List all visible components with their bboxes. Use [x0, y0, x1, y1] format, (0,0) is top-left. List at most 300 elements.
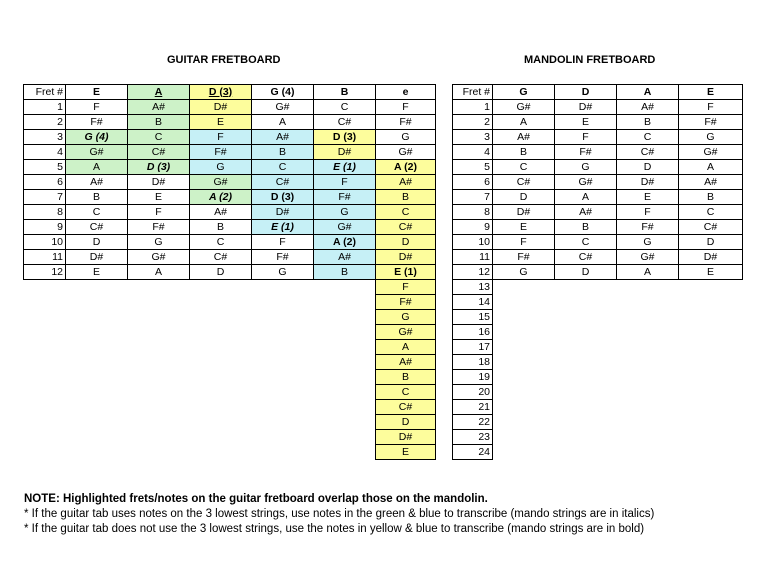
empty-cell: [679, 400, 743, 415]
note-cell: G: [679, 130, 743, 145]
empty-cell: [493, 325, 555, 340]
empty-cell: [190, 310, 252, 325]
empty-cell: [617, 325, 679, 340]
note-cell: D: [617, 160, 679, 175]
note-cell: A#: [555, 205, 617, 220]
guitar-extra-row: [24, 430, 436, 445]
empty-cell: [24, 385, 66, 400]
empty-cell: [66, 430, 128, 445]
empty-cell: [128, 385, 190, 400]
note-cell: F#: [252, 250, 314, 265]
mandolin-header-row: [453, 85, 743, 100]
empty-cell: [493, 370, 555, 385]
note-cell: D#: [314, 145, 376, 160]
mandolin-fret-row: [453, 220, 743, 235]
note-cell: F: [376, 280, 436, 295]
empty-cell: [617, 310, 679, 325]
note-cell: B: [555, 220, 617, 235]
empty-cell: [128, 340, 190, 355]
empty-cell: [314, 355, 376, 370]
empty-cell: [66, 310, 128, 325]
note-heading: NOTE: Highlighted frets/notes on the guitar fretboard overlap those on the mandolin.: [24, 493, 488, 505]
note-cell: A: [617, 265, 679, 280]
empty-cell: [679, 295, 743, 310]
empty-cell: [252, 430, 314, 445]
empty-cell: [314, 280, 376, 295]
empty-cell: [190, 415, 252, 430]
note-cell: F#: [555, 145, 617, 160]
empty-cell: [493, 280, 555, 295]
empty-cell: [617, 370, 679, 385]
empty-cell: [128, 430, 190, 445]
note-cell: D: [190, 265, 252, 280]
empty-cell: [66, 415, 128, 430]
note-cell: C: [66, 205, 128, 220]
empty-cell: [679, 325, 743, 340]
empty-cell: [679, 310, 743, 325]
note-cell: B: [190, 220, 252, 235]
note-cell: D: [376, 235, 436, 250]
guitar-fret-row: [24, 100, 436, 115]
empty-cell: [555, 415, 617, 430]
empty-cell: [252, 370, 314, 385]
guitar-extra-row: [24, 370, 436, 385]
mandolin-extra-row: [453, 445, 743, 460]
fret-number: 10: [453, 235, 493, 250]
note-yellow-blue: * If the guitar tab does not use the 3 lowest strings, use the notes in yellow & blue to transcribe (mando strings are in bold): [24, 523, 645, 535]
guitar-fret-row: [24, 250, 436, 265]
empty-cell: [252, 400, 314, 415]
mandolin-extra-row: [453, 370, 743, 385]
empty-cell: [66, 445, 128, 460]
empty-cell: [493, 445, 555, 460]
note-cell: D#: [128, 175, 190, 190]
note-cell: G: [314, 205, 376, 220]
note-cell: F: [128, 205, 190, 220]
empty-cell: [493, 385, 555, 400]
note-cell: B: [252, 145, 314, 160]
empty-cell: [617, 445, 679, 460]
empty-cell: [555, 370, 617, 385]
string-header: B: [314, 85, 376, 100]
note-cell: F: [190, 130, 252, 145]
guitar-fret-row: [24, 190, 436, 205]
guitar-extra-row: [24, 310, 436, 325]
note-cell: D#: [376, 430, 436, 445]
empty-cell: [252, 310, 314, 325]
note-cell: D: [493, 190, 555, 205]
empty-cell: [190, 370, 252, 385]
note-cell: G: [376, 310, 436, 325]
empty-cell: [24, 445, 66, 460]
fret-number: 1: [453, 100, 493, 115]
mandolin-extra-row: [453, 400, 743, 415]
empty-cell: [493, 340, 555, 355]
guitar-fret-row: [24, 145, 436, 160]
fret-number: 8: [24, 205, 66, 220]
guitar-extra-row: [24, 355, 436, 370]
empty-cell: [252, 355, 314, 370]
note-cell: B: [128, 115, 190, 130]
empty-cell: [679, 415, 743, 430]
fret-number: 12: [453, 265, 493, 280]
empty-cell: [314, 400, 376, 415]
empty-cell: [617, 400, 679, 415]
note-cell: D#: [190, 100, 252, 115]
mandolin-extra-row: [453, 430, 743, 445]
note-cell: F: [679, 100, 743, 115]
mandolin-extra-row: [453, 385, 743, 400]
note-cell: F#: [617, 220, 679, 235]
empty-cell: [24, 355, 66, 370]
note-cell: G (4): [66, 130, 128, 145]
guitar-fret-row: [24, 115, 436, 130]
note-cell: F: [66, 100, 128, 115]
empty-cell: [24, 415, 66, 430]
transcription-notes: [24, 492, 654, 537]
empty-cell: [66, 325, 128, 340]
empty-cell: [555, 430, 617, 445]
note-cell: G: [190, 160, 252, 175]
mandolin-fret-row: [453, 190, 743, 205]
empty-cell: [679, 445, 743, 460]
empty-cell: [493, 400, 555, 415]
mandolin-extra-row: [453, 280, 743, 295]
empty-cell: [617, 415, 679, 430]
note-cell: G#: [376, 145, 436, 160]
fret-number: 12: [24, 265, 66, 280]
empty-cell: [679, 385, 743, 400]
note-cell: C#: [555, 250, 617, 265]
string-header: e: [376, 85, 436, 100]
mandolin-fretboard-table: [452, 84, 743, 460]
empty-cell: [190, 430, 252, 445]
empty-cell: [252, 340, 314, 355]
note-cell: D#: [555, 100, 617, 115]
string-header: A: [617, 85, 679, 100]
guitar-fret-row: [24, 265, 436, 280]
mandolin-fret-row: [453, 115, 743, 130]
empty-cell: [314, 325, 376, 340]
note-cell: C: [617, 130, 679, 145]
empty-cell: [190, 445, 252, 460]
empty-cell: [24, 430, 66, 445]
empty-cell: [679, 355, 743, 370]
empty-cell: [128, 280, 190, 295]
note-cell: B: [679, 190, 743, 205]
empty-cell: [679, 430, 743, 445]
note-cell: G#: [617, 250, 679, 265]
empty-cell: [617, 295, 679, 310]
note-cell: E: [376, 445, 436, 460]
note-cell: F#: [314, 190, 376, 205]
empty-cell: [617, 385, 679, 400]
note-cell: D: [66, 235, 128, 250]
note-cell: F#: [493, 250, 555, 265]
empty-cell: [679, 280, 743, 295]
guitar-fret-row: [24, 205, 436, 220]
mandolin-extra-row: [453, 355, 743, 370]
empty-cell: [314, 445, 376, 460]
note-cell: A#: [376, 355, 436, 370]
empty-cell: [128, 400, 190, 415]
empty-cell: [128, 295, 190, 310]
mandolin-fret-row: [453, 250, 743, 265]
empty-cell: [252, 445, 314, 460]
empty-cell: [314, 340, 376, 355]
note-cell: A#: [190, 205, 252, 220]
note-cell: C#: [493, 175, 555, 190]
guitar-fret-row: [24, 160, 436, 175]
note-cell: G#: [66, 145, 128, 160]
note-cell: G: [376, 130, 436, 145]
mandolin-fret-row: [453, 100, 743, 115]
fret-number: 13: [453, 280, 493, 295]
empty-cell: [66, 370, 128, 385]
fret-number: 7: [453, 190, 493, 205]
string-header: E: [66, 85, 128, 100]
note-cell: F#: [376, 295, 436, 310]
fret-number: 5: [24, 160, 66, 175]
note-cell: B: [493, 145, 555, 160]
note-cell: G#: [314, 220, 376, 235]
fret-number: 5: [453, 160, 493, 175]
empty-cell: [24, 310, 66, 325]
empty-cell: [617, 280, 679, 295]
empty-cell: [252, 385, 314, 400]
fret-number: 11: [453, 250, 493, 265]
note-cell: D#: [66, 250, 128, 265]
note-cell: G#: [679, 145, 743, 160]
note-cell: A: [555, 190, 617, 205]
fret-number: 3: [24, 130, 66, 145]
note-cell: C: [555, 235, 617, 250]
empty-cell: [190, 325, 252, 340]
empty-cell: [314, 295, 376, 310]
string-header: G (4): [252, 85, 314, 100]
mandolin-fret-row: [453, 175, 743, 190]
empty-cell: [493, 295, 555, 310]
fret-number: 18: [453, 355, 493, 370]
fret-header: Fret #: [24, 85, 66, 100]
fret-number: 24: [453, 445, 493, 460]
empty-cell: [617, 355, 679, 370]
empty-cell: [314, 430, 376, 445]
guitar-extra-row: [24, 385, 436, 400]
note-cell: A#: [679, 175, 743, 190]
empty-cell: [24, 400, 66, 415]
empty-cell: [128, 325, 190, 340]
empty-cell: [66, 355, 128, 370]
fret-number: 2: [24, 115, 66, 130]
fret-number: 19: [453, 370, 493, 385]
fret-number: 2: [453, 115, 493, 130]
string-header: E: [679, 85, 743, 100]
guitar-header-row: [24, 85, 436, 100]
note-cell: E: [66, 265, 128, 280]
note-cell: G: [252, 265, 314, 280]
note-cell: F#: [376, 115, 436, 130]
note-cell: C#: [252, 175, 314, 190]
empty-cell: [24, 370, 66, 385]
mandolin-fret-row: [453, 235, 743, 250]
empty-cell: [617, 430, 679, 445]
empty-cell: [314, 415, 376, 430]
fret-number: 6: [24, 175, 66, 190]
note-cell: D: [555, 265, 617, 280]
guitar-fretboard-table: [23, 84, 436, 460]
note-cell: C#: [190, 250, 252, 265]
note-cell: A: [252, 115, 314, 130]
note-cell: G: [128, 235, 190, 250]
mandolin-fret-row: [453, 160, 743, 175]
empty-cell: [555, 385, 617, 400]
note-cell: F: [252, 235, 314, 250]
fret-number: 22: [453, 415, 493, 430]
empty-cell: [190, 355, 252, 370]
empty-cell: [493, 415, 555, 430]
empty-cell: [493, 310, 555, 325]
note-cell: E (1): [376, 265, 436, 280]
fret-number: 7: [24, 190, 66, 205]
note-cell: C#: [617, 145, 679, 160]
note-cell: E: [555, 115, 617, 130]
note-cell: C#: [128, 145, 190, 160]
note-cell: E: [190, 115, 252, 130]
fret-number: 15: [453, 310, 493, 325]
note-cell: E (1): [314, 160, 376, 175]
guitar-extra-row: [24, 415, 436, 430]
note-cell: A (2): [314, 235, 376, 250]
fret-number: 23: [453, 430, 493, 445]
empty-cell: [555, 400, 617, 415]
mandolin-fret-row: [453, 130, 743, 145]
empty-cell: [24, 325, 66, 340]
note-cell: C: [376, 385, 436, 400]
note-cell: A: [679, 160, 743, 175]
string-header: D: [555, 85, 617, 100]
fret-number: 21: [453, 400, 493, 415]
empty-cell: [66, 280, 128, 295]
note-cell: A#: [617, 100, 679, 115]
mandolin-extra-row: [453, 340, 743, 355]
note-cell: C: [128, 130, 190, 145]
note-cell: C#: [66, 220, 128, 235]
fret-number: 4: [453, 145, 493, 160]
note-cell: F: [493, 235, 555, 250]
empty-cell: [252, 280, 314, 295]
note-cell: A: [66, 160, 128, 175]
note-cell: G: [555, 160, 617, 175]
note-cell: D: [679, 235, 743, 250]
empty-cell: [128, 445, 190, 460]
empty-cell: [314, 370, 376, 385]
note-cell: D#: [679, 250, 743, 265]
note-cell: F: [314, 175, 376, 190]
empty-cell: [190, 340, 252, 355]
empty-cell: [66, 340, 128, 355]
empty-cell: [128, 370, 190, 385]
note-cell: C: [252, 160, 314, 175]
note-cell: C#: [314, 115, 376, 130]
note-cell: G#: [190, 175, 252, 190]
note-cell: G#: [376, 325, 436, 340]
note-cell: B: [66, 190, 128, 205]
empty-cell: [190, 295, 252, 310]
note-cell: D#: [493, 205, 555, 220]
fret-header: Fret #: [453, 85, 493, 100]
note-cell: D (3): [314, 130, 376, 145]
guitar-fret-row: [24, 235, 436, 250]
fret-number: 17: [453, 340, 493, 355]
fret-number: 3: [453, 130, 493, 145]
note-cell: F: [555, 130, 617, 145]
note-cell: F#: [679, 115, 743, 130]
empty-cell: [252, 325, 314, 340]
empty-cell: [24, 280, 66, 295]
fret-number: 9: [453, 220, 493, 235]
note-cell: F#: [66, 115, 128, 130]
note-cell: F: [617, 205, 679, 220]
fret-number: 8: [453, 205, 493, 220]
note-cell: G: [493, 265, 555, 280]
note-cell: A: [376, 340, 436, 355]
note-cell: A#: [493, 130, 555, 145]
empty-cell: [555, 445, 617, 460]
empty-cell: [555, 295, 617, 310]
fret-number: 9: [24, 220, 66, 235]
guitar-fret-row: [24, 175, 436, 190]
note-cell: F#: [128, 220, 190, 235]
empty-cell: [66, 295, 128, 310]
empty-cell: [252, 295, 314, 310]
guitar-extra-row: [24, 280, 436, 295]
guitar-extra-row: [24, 340, 436, 355]
mandolin-extra-row: [453, 415, 743, 430]
empty-cell: [679, 340, 743, 355]
fret-number: 1: [24, 100, 66, 115]
note-cell: E: [617, 190, 679, 205]
empty-cell: [252, 415, 314, 430]
note-cell: A#: [314, 250, 376, 265]
empty-cell: [617, 340, 679, 355]
fret-number: 11: [24, 250, 66, 265]
string-header: D (3): [190, 85, 252, 100]
note-cell: D#: [376, 250, 436, 265]
note-cell: G#: [252, 100, 314, 115]
string-header: G: [493, 85, 555, 100]
empty-cell: [66, 400, 128, 415]
note-cell: A: [128, 265, 190, 280]
mandolin-extra-row: [453, 295, 743, 310]
guitar-fret-row: [24, 130, 436, 145]
empty-cell: [555, 280, 617, 295]
note-cell: B: [617, 115, 679, 130]
note-cell: A: [493, 115, 555, 130]
empty-cell: [66, 385, 128, 400]
note-cell: C: [376, 205, 436, 220]
empty-cell: [679, 370, 743, 385]
guitar-fretboard-title: GUITAR FRETBOARD: [167, 54, 281, 66]
guitar-extra-row: [24, 295, 436, 310]
note-cell: B: [314, 265, 376, 280]
note-cell: F: [376, 100, 436, 115]
fret-number: 6: [453, 175, 493, 190]
fret-number: 14: [453, 295, 493, 310]
mandolin-fretboard-title: MANDOLIN FRETBOARD: [524, 54, 656, 66]
note-cell: B: [376, 370, 436, 385]
note-cell: A#: [376, 175, 436, 190]
